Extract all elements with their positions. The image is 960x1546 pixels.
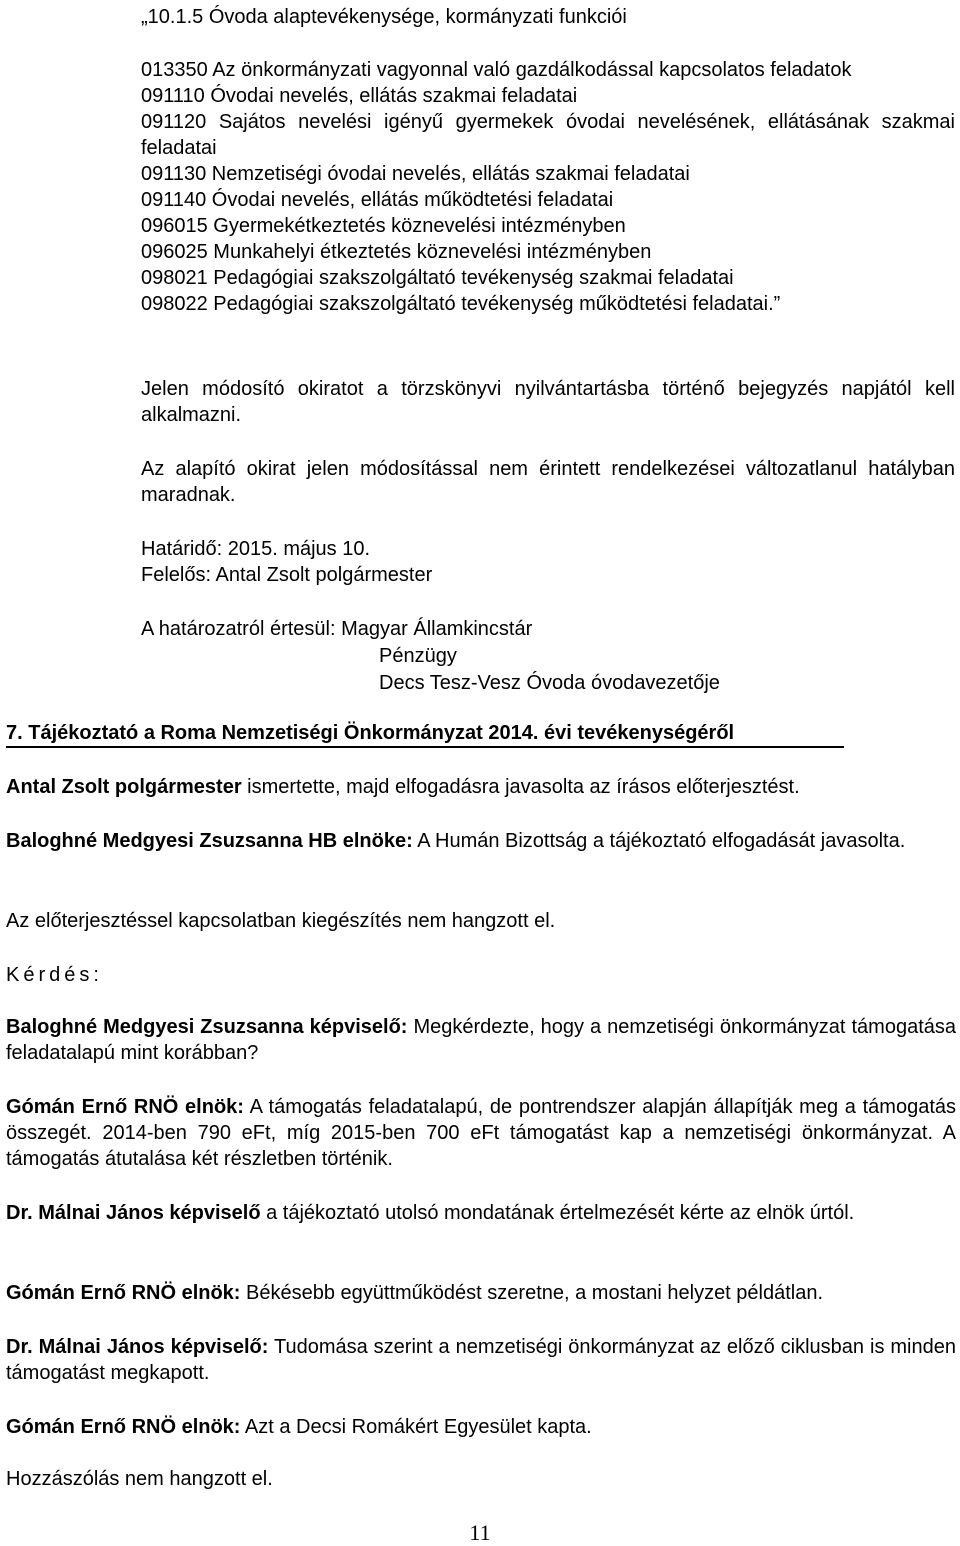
speaker: Gómán Ernő RNÖ elnök: <box>6 1282 241 1304</box>
code-item: 091140 Óvodai nevelés, ellátás működtetési feladatai <box>141 189 614 211</box>
entry-text: Tudomása szerint a nemzetiségi önkormányzat az előző ciklusban is minden támogatást megkapott. <box>6 1336 956 1384</box>
minutes-entry <box>6 1200 956 1226</box>
entry-text: ismertette, majd elfogadásra javasolta az írásos előterjesztést. <box>241 776 800 798</box>
code-item: 013350 Az önkormányzati vagyonnal való gazdálkodással kapcsolatos feladatok <box>141 59 852 81</box>
speaker: Dr. Málnai János képviselő <box>6 1202 261 1224</box>
heading-underline <box>6 746 844 748</box>
entry-text: Megkérdezte, hogy a nemzetiségi önkormányzat támogatása feladatalapú mint korábban? <box>6 1016 956 1064</box>
section-title: „10.1.5 Óvoda alaptevékenysége, kormányzati funkciói <box>141 6 627 28</box>
notified-recipient: Decs Tesz-Vesz Óvoda óvodavezetője <box>379 672 720 694</box>
notified-label: A határozatról értesül: <box>141 618 342 640</box>
entry-text: Békésebb együttműködést szeretne, a mostani helyzet példátlan. <box>240 1282 824 1304</box>
minutes-entry <box>6 1334 956 1386</box>
agenda-heading: 7. Tájékoztató a Roma Nemzetiségi Önkormányzat 2014. évi tevékenységéről <box>6 722 735 744</box>
minutes-entry <box>6 1014 956 1066</box>
code-item: 096025 Munkahelyi étkeztetés köznevelési intézményben <box>141 241 652 263</box>
entry-text: a tájékoztató utolsó mondatának értelmezését kérte az elnök úrtól. <box>260 1202 855 1224</box>
entry-text: A támogatás feladatalapú, de pontrendszer alapján állapítják meg a támogatás összegét. 2014-ben 790 eFt, míg 2015-ben 700 eFt támogatást kap a nemzetiségi önkormányzat. A támogatás átutalása két részletben történik. <box>6 1096 957 1170</box>
responsible: Felelős: Antal Zsolt polgármester <box>141 564 433 586</box>
minutes-entry <box>6 1094 956 1172</box>
questions-label: Kérdés: <box>6 964 103 986</box>
minutes-entry <box>6 1414 956 1440</box>
code-item: 091120 Sajátos nevelési igényű gyermekek óvodai nevelésének, ellátásának szakmai feladatai <box>141 111 955 159</box>
unchanged-paragraph: Az alapító okirat jelen módosítással nem érintett rendelkezései változatlanul hatályban maradnak. <box>141 458 955 506</box>
speaker: Baloghné Medgyesi Zsuzsanna HB elnöke: <box>6 830 413 852</box>
minutes-entry: Hozzászólás nem hangzott el. <box>6 1468 273 1490</box>
speaker: Antal Zsolt polgármester <box>6 776 242 798</box>
notified-line <box>141 616 955 642</box>
code-item: 098022 Pedagógiai szakszolgáltató tevékenység működtetési feladatai.” <box>141 293 781 315</box>
entry-text: Azt a Decsi Romákért Egyesület kapta. <box>240 1416 592 1438</box>
code-item: 098021 Pedagógiai szakszolgáltató tevékenység szakmai feladatai <box>141 267 734 289</box>
code-item: 096015 Gyermekétkeztetés köznevelési intézményben <box>141 215 626 237</box>
notified-recipient: Magyar Államkincstár <box>341 618 533 640</box>
minutes-entry <box>6 828 956 854</box>
minutes-entry <box>6 774 956 800</box>
deadline: Határidő: 2015. május 10. <box>141 538 371 560</box>
page-number: 11 <box>469 1520 491 1545</box>
effective-paragraph: Jelen módosító okiratot a törzskönyvi nyilvántartásba történő bejegyzés napjától kell alkalmazni. <box>141 378 955 426</box>
notified-recipient: Pénzügy <box>379 645 457 667</box>
entry-text: A Humán Bizottság a tájékoztató elfogadását javasolta. <box>412 830 906 852</box>
code-item: 091110 Óvodai nevelés, ellátás szakmai feladatai <box>141 85 578 107</box>
function-code-list <box>141 57 955 317</box>
speaker: Gómán Ernő RNÖ elnök: <box>6 1416 241 1438</box>
speaker: Gómán Ernő RNÖ elnök: <box>6 1096 244 1118</box>
code-item: 091130 Nemzetiségi óvodai nevelés, ellátás szakmai feladatai <box>141 163 690 185</box>
minutes-entry: Az előterjesztéssel kapcsolatban kiegészítés nem hangzott el. <box>6 910 556 932</box>
speaker: Baloghné Medgyesi Zsuzsanna képviselő: <box>6 1016 408 1038</box>
minutes-entry <box>6 1280 956 1306</box>
speaker: Dr. Málnai János képviselő: <box>6 1336 269 1358</box>
